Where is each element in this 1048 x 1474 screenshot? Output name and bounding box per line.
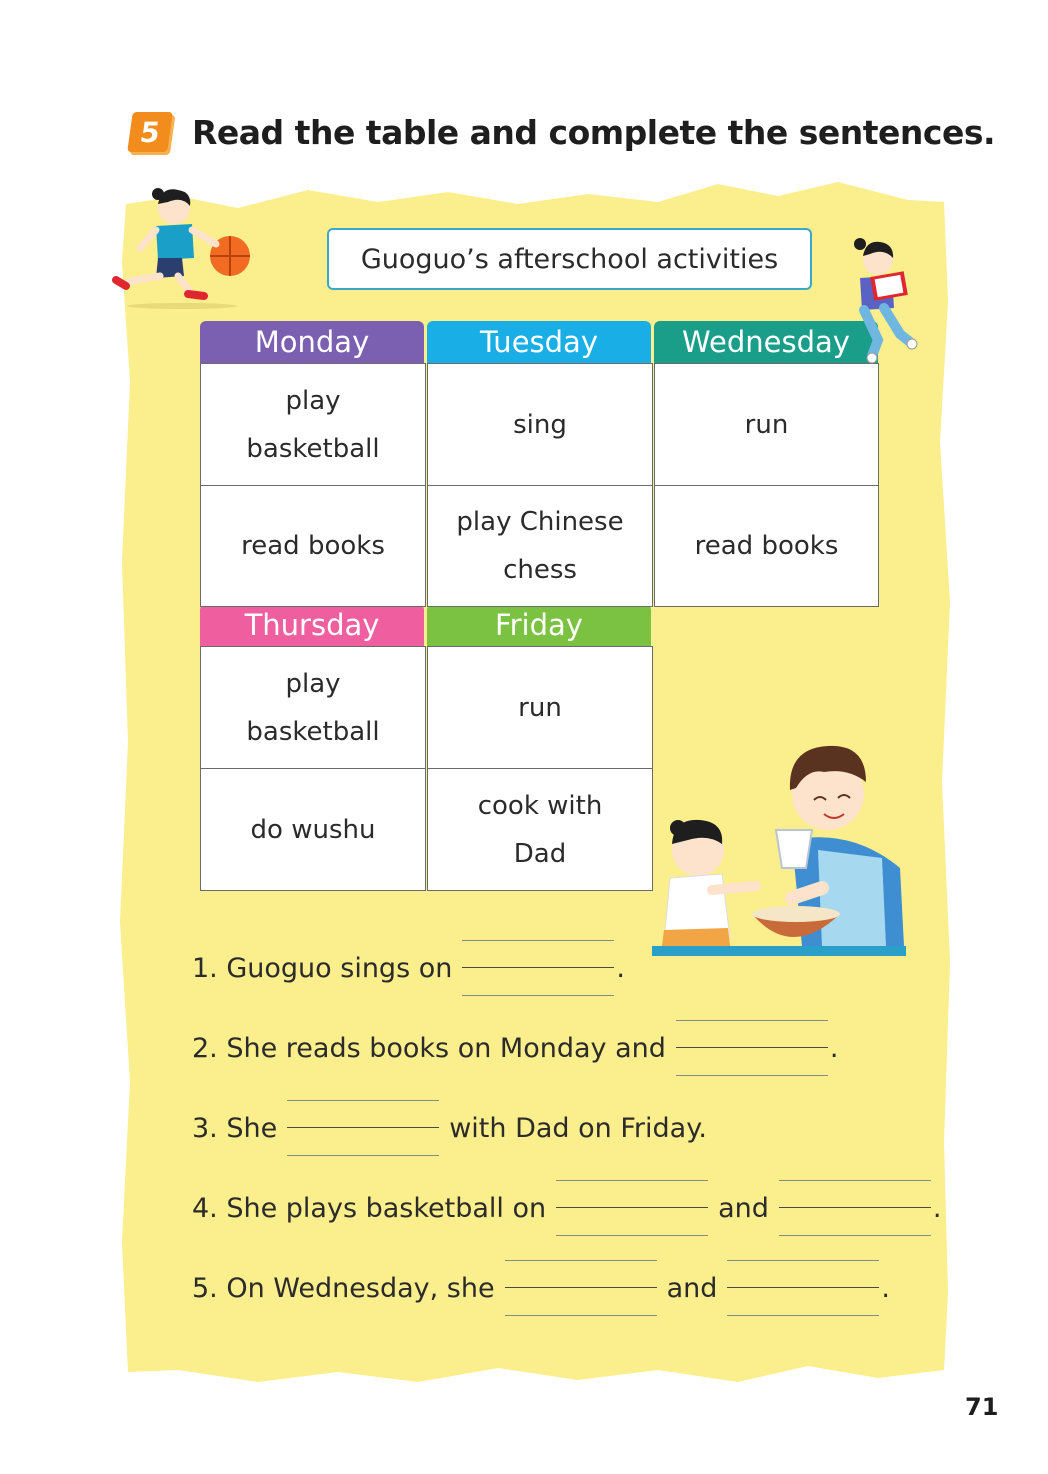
day-header-monday: Monday (200, 321, 424, 363)
answer-blank-3[interactable] (287, 1100, 439, 1156)
sentence-1-text: 1. Guoguo sings on (192, 952, 453, 984)
answer-blank-1[interactable] (462, 940, 614, 996)
cell-tuesday-2: play Chinese chess (427, 485, 653, 607)
answer-blank-5a[interactable] (505, 1260, 657, 1316)
answer-blank-2[interactable] (676, 1020, 828, 1076)
table-title: Guoguo’s afterschool activities (327, 228, 812, 290)
sentence-4-end: . (932, 1192, 942, 1224)
sentence-5-end: . (881, 1272, 890, 1304)
sentence-1-end: . (616, 952, 625, 984)
cell-thursday-2: do wushu (200, 768, 426, 891)
sentence-5-and: and (666, 1272, 718, 1304)
sentence-2-text: 2. She reads books on Monday and (192, 1032, 666, 1064)
sentence-1 (192, 940, 625, 996)
cell-thursday-1: play basketball (200, 646, 426, 769)
cell-wednesday-1: run (654, 363, 879, 486)
cell-friday-2: cook with Dad (427, 768, 653, 891)
answer-blank-4a[interactable] (556, 1180, 708, 1236)
answer-blank-4b[interactable] (779, 1180, 931, 1236)
cell-monday-1: play basketball (200, 363, 426, 486)
cell-wednesday-2: read books (654, 485, 879, 607)
sentence-3-end: with Dad on Friday. (449, 1112, 707, 1144)
sentence-5 (192, 1260, 890, 1316)
sentence-4 (192, 1180, 942, 1236)
cell-monday-2: read books (200, 485, 426, 607)
day-header-wednesday: Wednesday (654, 321, 878, 363)
sentence-3-text: 3. She (192, 1112, 278, 1144)
page-number: 71 (965, 1393, 999, 1421)
sentence-5-text: 5. On Wednesday, she (192, 1272, 495, 1304)
exercise-number-badge: 5 (127, 112, 173, 152)
sentence-2-end: . (829, 1032, 839, 1064)
sentence-4-and: and (718, 1192, 769, 1224)
girl-reading-illustration (838, 230, 922, 364)
dad-cooking-illustration (652, 738, 908, 958)
exercise-heading (130, 112, 995, 152)
sentence-3 (192, 1100, 707, 1156)
day-header-tuesday: Tuesday (427, 321, 651, 363)
sentence-2 (192, 1020, 838, 1076)
answer-blank-5b[interactable] (727, 1260, 879, 1316)
cell-tuesday-1: sing (427, 363, 653, 486)
exercise-instruction: Read the table and complete the sentences. (192, 112, 996, 152)
girl-basketball-illustration (112, 180, 257, 310)
day-header-friday: Friday (427, 604, 651, 646)
cell-friday-1: run (427, 646, 653, 769)
day-header-thursday: Thursday (200, 604, 424, 646)
sentence-4-text: 4. She plays basketball on (192, 1192, 547, 1224)
